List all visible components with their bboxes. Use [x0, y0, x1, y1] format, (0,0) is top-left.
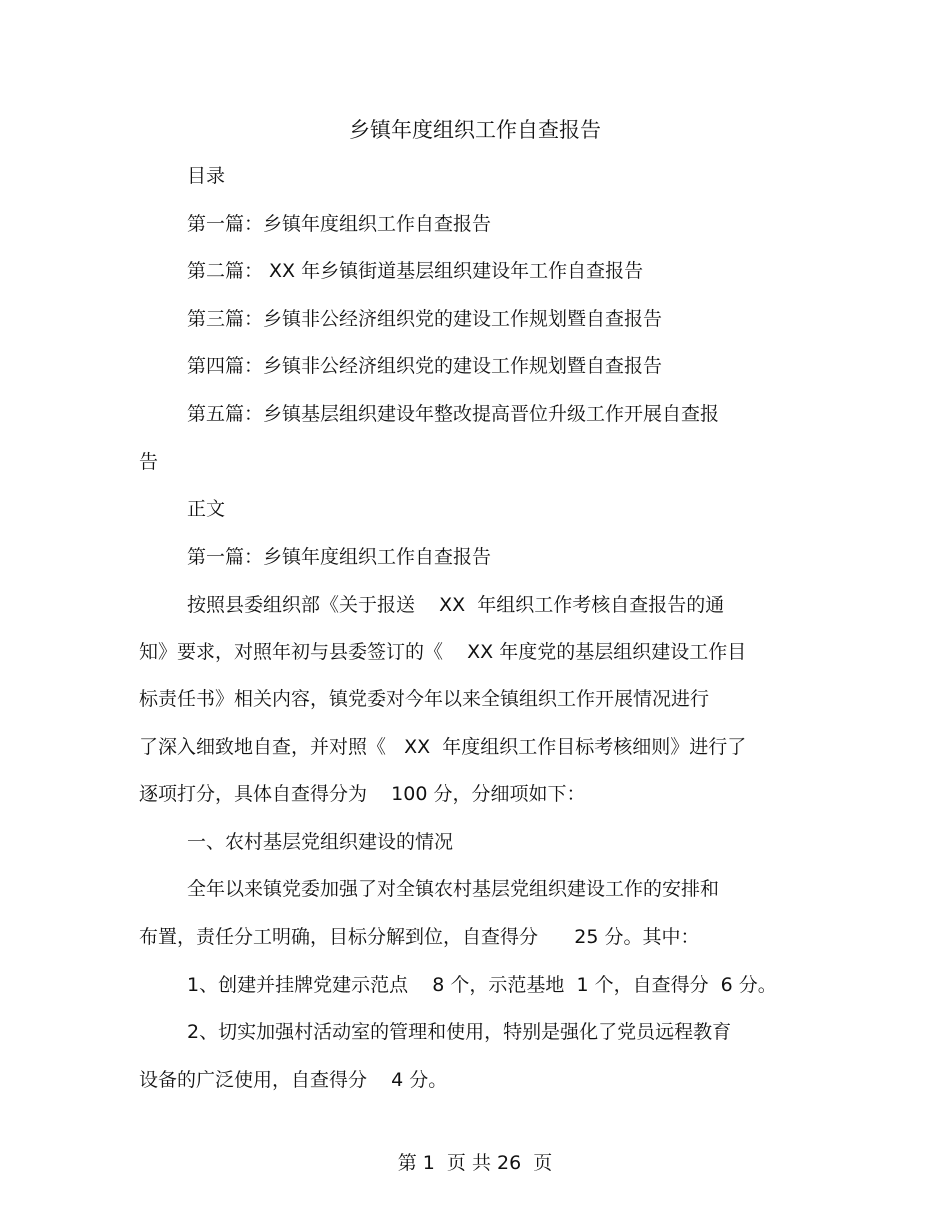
toc-item-3: 第三篇：乡镇非公经济组织党的建设工作规划暨自查报告: [187, 308, 663, 330]
toc-item-1: 第一篇：乡镇年度组织工作自查报告: [187, 213, 492, 235]
list-item: 2、切实加强村活动室的管理和使用，特别是强化了党员远程教育: [187, 1021, 732, 1043]
paragraph-line: 标责任书》相关内容，镇党委对今年以来全镇组织工作开展情况进行: [139, 688, 710, 710]
toc-item-5-continued: 告: [139, 451, 159, 473]
toc-item-2: 第二篇： XX 年乡镇街道基层组织建设年工作自查报告: [187, 260, 644, 282]
toc-item-4: 第四篇：乡镇非公经济组织党的建设工作规划暨自查报告: [187, 355, 663, 377]
body-heading: 正文: [187, 498, 226, 520]
section-heading: 一、农村基层党组织建设的情况: [187, 831, 454, 853]
toc-heading: 目录: [187, 165, 226, 187]
paragraph-line: 逐项打分，具体自查得分为 100 分，分细项如下：: [139, 783, 586, 805]
paragraph-line: 了深入细致地自查，并对照《 XX 年度组织工作目标考核细则》进行了: [139, 736, 747, 758]
paragraph-line: 全年以来镇党委加强了对全镇农村基层党组织建设工作的安排和: [187, 878, 720, 900]
paragraph-line: 布置，责任分工明确，目标分解到位，自查得分 25 分。其中：: [139, 926, 700, 948]
page-footer: 第 1 页 共 26 页: [397, 1152, 553, 1174]
paragraph-line: 知》要求，对照年初与县委签订的《 XX 年度党的基层组织建设工作目: [139, 641, 747, 663]
toc-item-5: 第五篇：乡镇基层组织建设年整改提高晋位升级工作开展自查报: [187, 403, 720, 425]
chapter-title: 第一篇：乡镇年度组织工作自查报告: [187, 546, 492, 568]
list-item: 1、创建并挂牌党建示范点 8 个，示范基地 1 个，自查得分 6 分。: [187, 974, 777, 996]
list-item-continued: 设备的广泛使用，自查得分 4 分。: [139, 1069, 448, 1091]
paragraph-line: 按照县委组织部《关于报送 XX 年组织工作考核自查报告的通: [187, 594, 725, 616]
document-title: 乡镇年度组织工作自查报告: [349, 118, 601, 142]
